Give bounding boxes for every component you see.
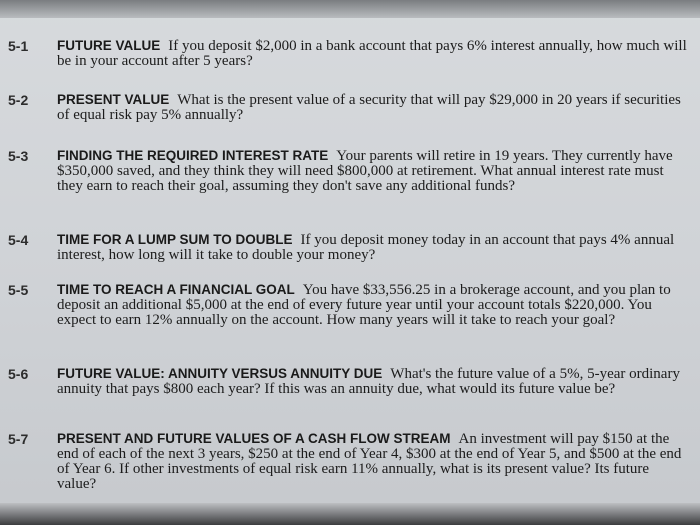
problem-text: If you deposit $2,000 in a bank account that pays 6% interest annually, how much will be in your account after 5 years? — [57, 38, 687, 69]
page-bottom-edge — [0, 503, 700, 525]
problem-text: What is the present value of a security that will pay $29,000 in 20 years if securities of equal risk pay 5% annually? — [57, 92, 681, 123]
problem-text: What's the future value of a 5%, 5-year ordinary annuity that pays $800 each year? If this was an annuity due, what would its future value be? — [57, 366, 680, 397]
problem-title: TIME FOR A LUMP SUM TO DOUBLE — [57, 232, 293, 247]
problem-text: If you deposit money today in an account that pays 4% annual interest, how long will it take to double your money? — [57, 232, 675, 263]
problem-title: PRESENT VALUE — [57, 92, 170, 107]
problem-body — [57, 148, 690, 194]
problem-body — [57, 92, 690, 123]
page-top-edge — [0, 0, 700, 18]
problem-body — [57, 366, 690, 397]
problem-title: FUTURE VALUE — [57, 38, 161, 53]
problem-number: 5-1 — [8, 38, 29, 54]
problem-body — [57, 431, 690, 492]
problem-number: 5-6 — [8, 366, 29, 382]
problem-number: 5-7 — [8, 431, 29, 447]
problem-body — [57, 232, 690, 263]
problem-title: TIME TO REACH A FINANCIAL GOAL — [57, 282, 295, 297]
problem-number: 5-5 — [8, 282, 29, 298]
problem-number: 5-2 — [8, 92, 29, 108]
problem-number: 5-3 — [8, 148, 29, 164]
problem-number: 5-4 — [8, 232, 29, 248]
problem-title: PRESENT AND FUTURE VALUES OF A CASH FLOW STREAM — [57, 431, 451, 446]
problem-body — [57, 38, 690, 69]
problem-title: FINDING THE REQUIRED INTEREST RATE — [57, 148, 329, 163]
problem-text: You have $33,556.25 in a brokerage account, and you plan to deposit an additional $5,000 at the end of every future year until your account totals $220,000. You expect to earn 12% annually on the account. How many years will it take to reach your goal? — [57, 282, 671, 328]
problem-body — [57, 282, 690, 328]
problem-text: An investment will pay $150 at the end of each of the next 3 years, $250 at the end of Year 4, $300 at the end of Year 5, and $500 at the end of Year 6. If other investments of equal risk earn 11% annually, what is its present value? Its future value? — [57, 431, 682, 492]
problem-text: Your parents will retire in 19 years. They currently have $350,000 saved, and they think they will need $800,000 at retirement. What annual interest rate must they earn to reach their goal, assuming they don't save any additional funds? — [57, 148, 673, 194]
problem-title: FUTURE VALUE: ANNUITY VERSUS ANNUITY DUE — [57, 366, 383, 381]
